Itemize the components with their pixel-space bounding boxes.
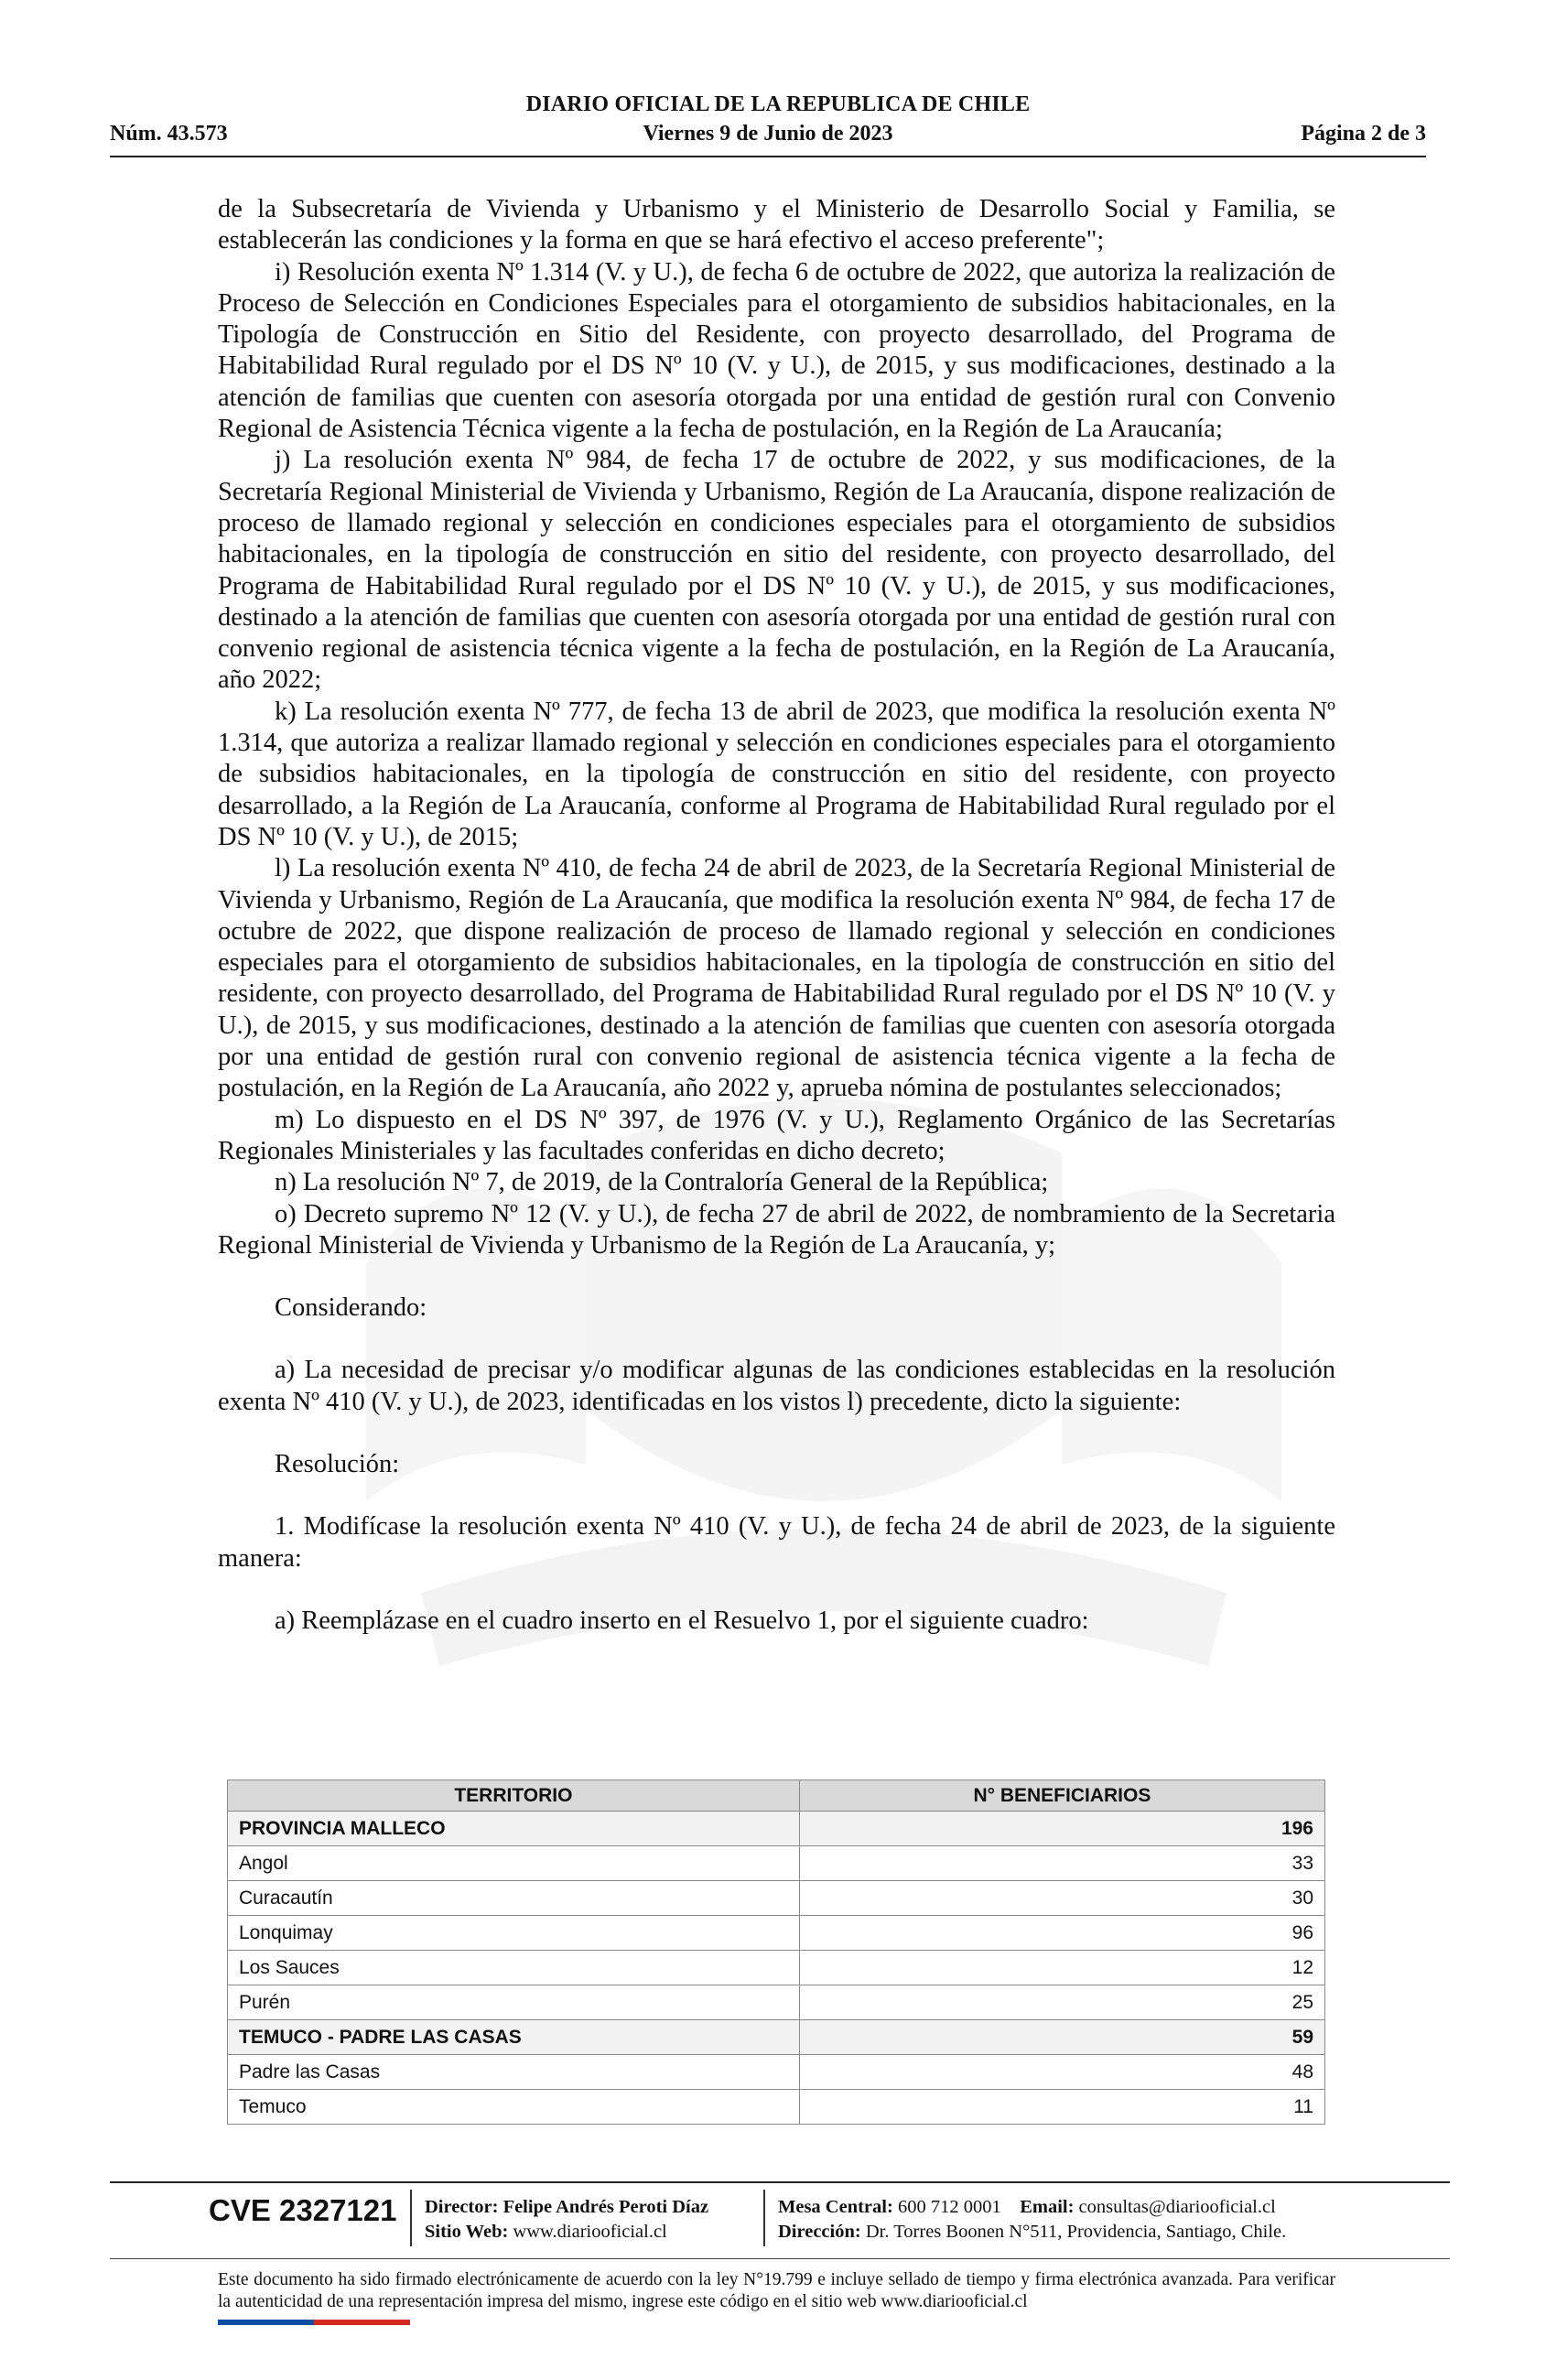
paragraph-visto-j: j) La resolución exenta Nº 984, de fecha 17 de octubre de 2022, y sus modificaciones, de la Secretaría Regional Ministerial de Vivienda y Urbanismo, Región de La Araucanía, dispone realización de proceso de llamado regional y selección en condiciones especiales para el otorgamiento de subsidios habitacionales, en la tipología de construcción en sitio del residente, con proyecto desarrollado, del Programa de Habitabilidad Rural regulado por el DS Nº 10 (V. y U.), de 2015, y sus modificaciones, destinado a la atención de familias que cuenten con asesoría otorgada por una entidad de gestión rural con convenio regional de asistencia técnica vigente a la fecha de postulación, en la Región de La Araucanía, año 2022;: [218, 446, 1335, 695]
table-header-row: [228, 1780, 1325, 1812]
beneficiaries-table: [227, 1780, 1325, 2125]
document-body: [218, 194, 1335, 1637]
heading-resolucion: Resolución:: [275, 1449, 400, 1478]
paragraph-resuelvo-1: 1. Modifícase la resolución exenta Nº 410 (V. y U.), de fecha 24 de abril de 2023, de la siguiente manera:: [218, 1512, 1335, 1573]
footer-contact-block: [778, 2195, 1286, 2245]
beneficiaries-count: 196: [799, 1812, 1324, 1846]
column-header-territorio: TERRITORIO: [228, 1780, 800, 1812]
territory-name: Los Sauces: [228, 1951, 800, 1985]
mesa-label: Mesa Central:: [778, 2197, 893, 2217]
table-row: [228, 1985, 1325, 2020]
address-text: Dr. Torres Boonen N°511, Providencia, Santiago, Chile.: [865, 2222, 1287, 2242]
footer-divider-top: [110, 2181, 1450, 2183]
beneficiaries-count: 48: [799, 2055, 1324, 2090]
table-row: [228, 1916, 1325, 1951]
email-link[interactable]: consultas@diariooficial.cl: [1078, 2197, 1276, 2217]
header-row: [110, 122, 1426, 149]
beneficiaries-count: 11: [799, 2090, 1324, 2125]
paragraph-considerando-a: a) La necesidad de precisar y/o modificar algunas de las condiciones establecidas en la resolución exenta Nº 410 (V. y U.), de 2023, identificadas en los vistos l) precedente, dicto la siguiente:: [218, 1356, 1335, 1416]
issue-number: Núm. 43.573: [110, 122, 228, 146]
beneficiaries-count: 30: [799, 1881, 1324, 1916]
territory-name: PROVINCIA MALLECO: [228, 1812, 800, 1846]
territory-name: TEMUCO - PADRE LAS CASAS: [228, 2020, 800, 2055]
table-row: [228, 1951, 1325, 1985]
beneficiaries-count: 12: [799, 1951, 1324, 1985]
address-label: Dirección:: [778, 2222, 861, 2242]
website-label: Sitio Web:: [425, 2222, 509, 2242]
footer-separator: [763, 2190, 765, 2246]
beneficiaries-count: 25: [799, 1985, 1324, 2020]
email-label: Email:: [1020, 2197, 1075, 2217]
table-row: [228, 2055, 1325, 2090]
territory-name: Lonquimay: [228, 1916, 800, 1951]
territory-name: Padre las Casas: [228, 2055, 800, 2090]
header-divider: [110, 156, 1426, 157]
table-row: [228, 1881, 1325, 1916]
heading-considerando: Considerando:: [275, 1293, 427, 1323]
director-name: Felipe Andrés Peroti Díaz: [502, 2197, 709, 2217]
paragraph-continuation: de la Subsecretaría de Vivienda y Urbanismo y el Ministerio de Desarrollo Social y Familia, se establecerán las condiciones y la forma en que se hará efectivo el acceso preferente";: [218, 195, 1335, 255]
footer-separator: [410, 2190, 412, 2246]
table-row-group: [228, 1812, 1325, 1846]
paragraph-visto-m: m) Lo dispuesto en el DS Nº 397, de 1976 (V. y U.), Reglamento Orgánico de las Secretarías Regionales Ministeriales y las facultades conferidas en dicho decreto;: [218, 1105, 1335, 1165]
paragraph-visto-o: o) Decreto supremo Nº 12 (V. y U.), de fecha 27 de abril de 2022, de nombramiento de la Secretaria Regional Ministerial de Vivienda y Urbanismo de la Región de La Araucanía, y;: [218, 1199, 1335, 1260]
mesa-phone: 600 712 0001: [897, 2197, 1001, 2217]
footer-director-block: [425, 2195, 708, 2245]
table-row-group: [228, 2020, 1325, 2055]
signature-notice: Este documento ha sido firmado electrónicamente de acuerdo con la ley N°19.799 e incluye sellado de tiempo y firma electrónica avanzada. Para verificar la autenticidad de una representación impresa del mismo, ingrese este código en el sitio web www.diariooficial.cl: [218, 2270, 1335, 2311]
paragraph-resuelvo-1a: a) Reemplázase en el cuadro inserto en el Resuelvo 1, por el siguiente cuadro:: [275, 1606, 1089, 1635]
cve-code: CVE 2327121: [209, 2193, 397, 2227]
territory-name: Purén: [228, 1985, 800, 2020]
territory-name: Temuco: [228, 2090, 800, 2125]
beneficiaries-count: 33: [799, 1846, 1324, 1881]
footer-divider-bottom: [110, 2258, 1450, 2259]
website-link[interactable]: www.diariooficial.cl: [513, 2222, 667, 2242]
paragraph-visto-i: i) Resolución exenta Nº 1.314 (V. y U.), de fecha 6 de octubre de 2022, que autoriza la realización de Proceso de Selección en Condiciones Especiales para el otorgamiento de subsidios habitacionales, en la Tipología de Construcción en Sitio del Residente, con proyecto desarrollado, del Programa de Habitabilidad Rural regulado por el DS Nº 10 (V. y U.), de 2015, y sus modificaciones, destinado a la atención de familias que cuenten con asesoría otorgada por una entidad de gestión rural con Convenio Regional de Asistencia Técnica vigente a la fecha de postulación, en la Región de La Araucanía;: [218, 257, 1335, 444]
director-label: Director:: [425, 2197, 499, 2217]
gazette-title: DIARIO OFICIAL DE LA REPUBLICA DE CHILE: [525, 92, 1031, 116]
page-indicator: Página 2 de 3: [1301, 122, 1426, 146]
territory-name: Curacautín: [228, 1881, 800, 1916]
issue-date: Viernes 9 de Junio de 2023: [643, 122, 893, 146]
territory-name: Angol: [228, 1846, 800, 1881]
paragraph-visto-l: l) La resolución exenta Nº 410, de fecha 24 de abril de 2023, de la Secretaría Regional Ministerial de Vivienda y Urbanismo, Región de La Araucanía, que modifica la resolución exenta Nº 984, de fecha 17 de octubre de 2022, que dispone realización de proceso de llamado regional y selección en condiciones especiales para el otorgamiento de subsidios habitacionales, en la tipología de construcción en sitio del residente, con proyecto desarrollado, del Programa de Habitabilidad Rural regulado por el DS Nº 10 (V. y U.), de 2015, y sus modificaciones, destinado a la atención de familias que cuenten con asesoría otorgada por una entidad de gestión rural con convenio regional de asistencia técnica vigente a la fecha de postulación, en la Región de La Araucanía, año 2022 y, aprueba nómina de postulantes seleccionados;: [218, 854, 1335, 1103]
table-row: [228, 2090, 1325, 2125]
beneficiaries-count: 96: [799, 1916, 1324, 1951]
beneficiaries-count: 59: [799, 2020, 1324, 2055]
paragraph-visto-k: k) La resolución exenta Nº 777, de fecha 13 de abril de 2023, que modifica la resolución exenta Nº 1.314, que autoriza a realizar llamado regional y selección en condiciones especiales para el otorgamiento de subsidios habitacionales, en la tipología de construcción en sitio del residente, con proyecto desarrollado, a la Región de La Araucanía, conforme al Programa de Habitabilidad Rural regulado por el DS Nº 10 (V. y U.), de 2015;: [218, 697, 1335, 851]
column-header-beneficiarios: N° BENEFICIARIOS: [799, 1780, 1324, 1812]
chile-flag-stripe: [218, 2320, 410, 2325]
paragraph-visto-n: n) La resolución Nº 7, de 2019, de la Contraloría General de la República;: [275, 1168, 1049, 1197]
table-row: [228, 1846, 1325, 1881]
